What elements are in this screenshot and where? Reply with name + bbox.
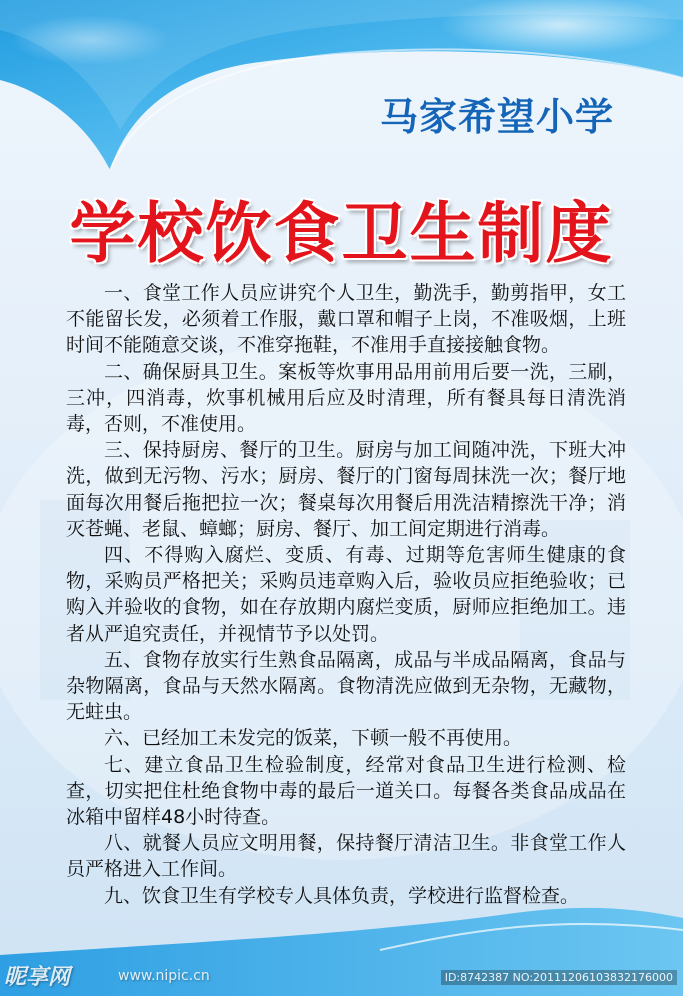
watermark-id: ID:8742387 NO:20111206103832176000: [441, 970, 677, 985]
regulation-item-1: 一、食堂工作人员应讲究个人卫生，勤洗手，勤剪指甲，女工不能留长发，必须着工作服，戴口罩和帽子上岗，不准吸烟，上班时间不能随意交谈，不准穿拖鞋，不准用手直接接触食物。: [66, 282, 626, 357]
regulation-item-4: 四、不得购入腐烂、变质、有毒、过期等危害师生健康的食物，采购员严格把关；采购员违章购入后，验收员应拒绝验收；已购入并验收的食物，如在存放期内腐烂变质，厨师应拒绝加工。违者从严追究责任，并视情节予以处罚。: [66, 544, 626, 645]
regulation-item-3: 三、保持厨房、餐厅的卫生。厨房与加工间随冲洗，下班大冲洗，做到无污物、污水；厨房、餐厅的门窗每周抹洗一次；餐厅地面每次用餐后拖把拉一次；餐桌每次用餐后用洗洁精擦洗干净；消灭苍蝇、老鼠、蟑螂；厨房、餐厅、加工间定期进行消毒。: [66, 439, 626, 540]
page-title: 学校饮食卫生制度: [69, 195, 614, 272]
regulation-item-5: 五、食物存放实行生熟食品隔离，成品与半成品隔离，食品与杂物隔离，食品与天然水隔离。食物清洗应做到无杂物，无藏物，无蛀虫。: [66, 648, 626, 724]
regulation-item-7: 七、建立食品卫生检验制度，经常对食品卫生进行检测、检查，切实把住杜绝食物中毒的最后一道关口。每餐各类食品成品在冰箱中留样48小时待查。: [66, 753, 626, 829]
regulation-item-9: 九、饮食卫生有学校专人具体负责，学校进行监督检查。: [104, 884, 580, 907]
regulation-item-6: 六、已经加工未发完的饭菜，下顿一般不再使用。: [104, 727, 523, 750]
watermark-logo: 昵享网: [4, 965, 71, 990]
regulations-body: [66, 280, 626, 909]
school-name: 马家希望小学: [380, 95, 615, 139]
watermark-url: www.nipic.cn: [118, 968, 210, 984]
regulation-item-2: 二、确保厨具卫生。案板等炊事用品用前用后要一洗，三刷，三冲，四消毒，炊事机械用后应及时清理，所有餐具每日清洗消毒，否则，不准使用。: [66, 360, 626, 436]
regulation-item-8: 八、就餐人员应文明用餐，保持餐厅清洁卫生。非食堂工作人员严格进入工作间。: [66, 832, 626, 881]
